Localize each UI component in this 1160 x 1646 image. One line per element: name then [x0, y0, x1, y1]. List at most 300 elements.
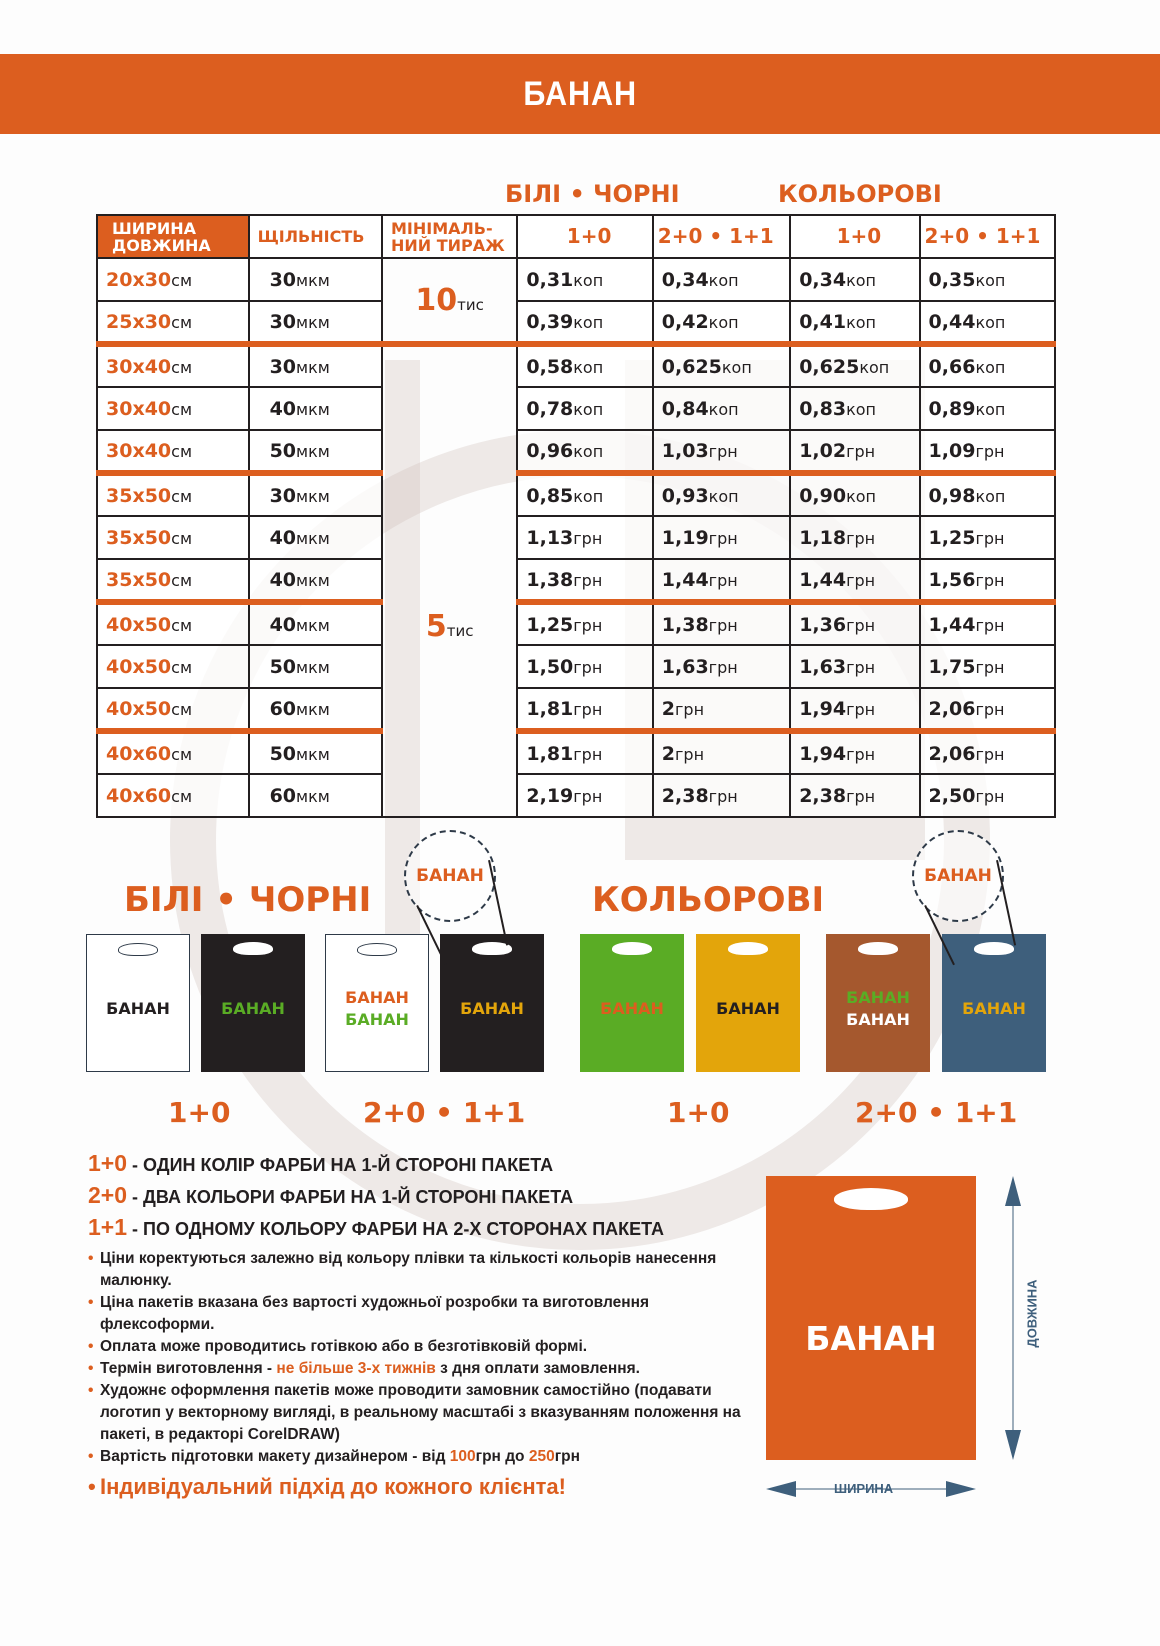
size-cell	[97, 473, 249, 516]
size-value: 20x30	[106, 268, 172, 291]
size-unit: см	[171, 786, 193, 806]
price-value: 2,50	[928, 784, 976, 807]
price-cell	[517, 559, 652, 602]
price-unit: коп	[708, 399, 739, 419]
min-run-cell	[382, 344, 517, 817]
legend-item	[88, 1214, 664, 1241]
price-unit: коп	[975, 399, 1006, 419]
density-value: 40	[269, 526, 297, 549]
size-unit: см	[171, 357, 193, 377]
size-cell	[97, 387, 249, 430]
price-cell	[517, 387, 652, 430]
price-unit: грн	[573, 570, 603, 590]
price-unit: грн	[975, 528, 1005, 548]
price-value: 1,03	[661, 439, 709, 462]
sample-bag	[440, 934, 544, 1072]
note-item: • Оплата може проводитись готівкою або в безготівковій формі.	[88, 1338, 588, 1355]
price-value: 0,34	[799, 268, 847, 291]
bag-print-line: БАНАН	[460, 999, 524, 1018]
size-unit: см	[171, 699, 193, 719]
density-value: 30	[269, 310, 297, 333]
sample-bag	[580, 934, 684, 1072]
price-cell	[517, 688, 652, 731]
price-value: 1,50	[526, 655, 574, 678]
size-value: 40x60	[106, 784, 172, 807]
price-unit: грн	[846, 657, 876, 677]
price-cell	[653, 430, 790, 473]
note-item: • Ціни коректуються залежно від кольору плівки та кількості кольорів нанесення малюнку.	[88, 1250, 717, 1289]
bag-print	[345, 987, 409, 1031]
size-value: 30x40	[106, 397, 172, 420]
price-value: 0,96	[526, 439, 574, 462]
price-value: 1,81	[526, 742, 574, 765]
price-unit: грн	[846, 699, 876, 719]
density-cell	[249, 774, 382, 817]
price-value: 1,02	[799, 439, 847, 462]
price-cell	[517, 344, 652, 387]
price-cell	[790, 473, 919, 516]
size-value: 35x50	[106, 568, 172, 591]
bag-handle	[834, 1188, 908, 1210]
min-run-cell	[382, 258, 517, 344]
size-value: 40x50	[106, 613, 172, 636]
price-cell	[920, 516, 1055, 559]
density-cell	[249, 602, 382, 645]
price-unit: коп	[573, 312, 604, 332]
price-value: 1,56	[928, 568, 976, 591]
note-item: • Вартість підготовки макету дизайнером - від 100грн до 250грн	[88, 1448, 581, 1465]
price-table	[96, 214, 1056, 818]
bag-print	[962, 998, 1026, 1020]
bag-print	[846, 987, 910, 1031]
price-unit: грн	[846, 441, 876, 461]
legend-code: 1+1	[88, 1214, 128, 1240]
size-value: 35x50	[106, 484, 172, 507]
size-value: 40x50	[106, 697, 172, 720]
size-unit: см	[171, 441, 193, 461]
price-cell	[517, 473, 652, 516]
table-row	[97, 258, 1055, 301]
density-cell	[249, 688, 382, 731]
min-run-value: 10	[415, 282, 458, 318]
size-cell	[97, 774, 249, 817]
price-cell	[517, 602, 652, 645]
size-cell	[97, 344, 249, 387]
price-value: 0,31	[526, 268, 574, 291]
dimension-bag	[766, 1176, 976, 1460]
density-value: 50	[269, 439, 297, 462]
price-cell	[517, 774, 652, 817]
price-unit: коп	[573, 486, 604, 506]
price-cell	[653, 774, 790, 817]
note-text: Термін виготовлення -	[100, 1360, 277, 1377]
density-value: 60	[269, 697, 297, 720]
density-value: 30	[269, 268, 297, 291]
note-text: грн до	[475, 1448, 529, 1465]
size-cell	[97, 645, 249, 688]
pointer-line	[997, 860, 1017, 945]
density-cell	[249, 559, 382, 602]
price-cell	[920, 473, 1055, 516]
bag-print	[460, 998, 524, 1020]
price-unit: коп	[846, 270, 877, 290]
price-value: 2,19	[526, 784, 574, 807]
bag-print-line: БАНАН	[345, 1010, 409, 1029]
note-item: • Термін виготовлення - не більше 3-х тижнів з дня оплати замовлення.	[88, 1360, 640, 1377]
legend-text: - ДВА КОЛЬОРИ ФАРБИ НА 1-Й СТОРОНІ ПАКЕТА	[127, 1187, 574, 1207]
size-unit: см	[171, 615, 193, 635]
length-label: ДОВЖИНА	[1024, 1279, 1040, 1348]
density-unit: мкм	[296, 699, 330, 719]
price-unit: грн	[573, 744, 603, 764]
price-value: 0,98	[928, 484, 976, 507]
table-header-row	[97, 215, 1055, 258]
price-value: 0,78	[526, 397, 574, 420]
size-unit: см	[171, 399, 193, 419]
width-dimension-arrow	[766, 1478, 976, 1500]
density-unit: мкм	[296, 486, 330, 506]
size-unit: см	[171, 744, 193, 764]
price-value: 2	[661, 697, 676, 720]
price-to: 250	[528, 1448, 555, 1465]
price-value: 0,66	[928, 355, 976, 378]
note-text: грн	[554, 1448, 581, 1465]
density-cell	[249, 473, 382, 516]
min-run-unit: тис	[457, 295, 484, 314]
price-cell	[653, 301, 790, 344]
price-cell	[790, 516, 919, 559]
bag-print-line: БАНАН	[962, 999, 1026, 1018]
legend-item	[88, 1182, 573, 1209]
price-cell	[517, 731, 652, 774]
price-cell	[790, 344, 919, 387]
density-unit: мкм	[296, 615, 330, 635]
note-text: Вартість підготовки макету дизайнером - від	[100, 1448, 450, 1465]
price-cell	[653, 473, 790, 516]
price-unit: коп	[708, 270, 739, 290]
price-cell	[920, 387, 1055, 430]
price-unit: коп	[859, 357, 890, 377]
sample-bag	[325, 934, 429, 1072]
density-value: 40	[269, 568, 297, 591]
price-unit: грн	[708, 528, 738, 548]
price-unit: грн	[975, 744, 1005, 764]
table-row	[97, 602, 1055, 645]
samples-title-white-black: БІЛІ • ЧОРНІ	[124, 880, 372, 920]
density-cell	[249, 344, 382, 387]
price-cell	[790, 430, 919, 473]
price-unit: коп	[573, 399, 604, 419]
sample-bag	[86, 934, 190, 1072]
price-cell	[517, 645, 652, 688]
header-density: ЩІЛЬНІСТЬ	[249, 215, 382, 258]
price-cell	[790, 559, 919, 602]
price-unit: коп	[721, 357, 752, 377]
bag-print-line: БАНАН	[846, 988, 910, 1007]
density-unit: мкм	[296, 570, 330, 590]
density-cell	[249, 731, 382, 774]
price-unit: коп	[573, 270, 604, 290]
price-unit: грн	[573, 699, 603, 719]
size-value: 40x60	[106, 742, 172, 765]
density-unit: мкм	[296, 528, 330, 548]
bag-handle	[612, 942, 652, 955]
price-cell	[920, 774, 1055, 817]
note-item-highlight: • Індивідуальний підхід до кожного клієнта!	[88, 1474, 566, 1499]
price-cell	[790, 731, 919, 774]
price-unit: коп	[975, 357, 1006, 377]
price-unit: коп	[975, 312, 1006, 332]
price-value: 2	[661, 742, 676, 765]
page-title: БАНАН	[523, 74, 637, 113]
price-cell	[920, 731, 1055, 774]
price-value: 0,34	[661, 268, 709, 291]
price-unit: грн	[573, 786, 603, 806]
price-unit: коп	[846, 486, 877, 506]
min-run-unit: тис	[446, 622, 474, 640]
price-unit: коп	[846, 399, 877, 419]
price-cell	[790, 774, 919, 817]
header-min-run: МІНІМАЛЬ-НИЙ ТИРАЖ	[382, 215, 517, 258]
price-value: 1,75	[928, 655, 976, 678]
price-cell	[653, 387, 790, 430]
price-value: 1,25	[928, 526, 976, 549]
price-cell	[517, 516, 652, 559]
price-value: 0,44	[928, 310, 976, 333]
price-unit: грн	[975, 441, 1005, 461]
size-value: 30x40	[106, 439, 172, 462]
price-cell	[790, 387, 919, 430]
legend-code: 2+0	[88, 1182, 128, 1208]
note-item: • Художнє оформлення пакетів може проводити замовник самостійно (подавати логотип у векторному вигляді, в реальному масштабі з вказуванням положення на пакеті, в редакторі CorelDRAW)	[88, 1382, 741, 1443]
price-value: 0,89	[928, 397, 976, 420]
price-value: 1,25	[526, 613, 574, 636]
price-unit: коп	[975, 270, 1006, 290]
price-unit: грн	[708, 786, 738, 806]
price-cell	[920, 688, 1055, 731]
bag-handle	[233, 942, 273, 955]
price-unit: грн	[846, 570, 876, 590]
size-cell	[97, 602, 249, 645]
table-row	[97, 731, 1055, 774]
price-value: 1,38	[526, 568, 574, 591]
note-item: • Ціна пакетів вказана без вартості художньої розробки та виготовлення флексоформи.	[88, 1294, 650, 1333]
combo-label: 2+0 • 1+1	[363, 1096, 526, 1129]
price-cell	[790, 301, 919, 344]
price-cell	[653, 602, 790, 645]
note-text: з дня оплати замовлення.	[435, 1360, 640, 1377]
header-banner	[0, 54, 1160, 134]
density-cell	[249, 258, 382, 301]
price-cell	[653, 516, 790, 559]
price-value: 0,625	[799, 355, 860, 378]
price-cell	[920, 645, 1055, 688]
price-value: 1,09	[928, 439, 976, 462]
note-text: Ціни коректуються залежно від кольору плівки та кількості кольорів нанесення малюнку.	[100, 1250, 717, 1289]
size-unit: см	[171, 528, 193, 548]
table-row	[97, 774, 1055, 817]
price-unit: грн	[975, 699, 1005, 719]
price-value: 0,85	[526, 484, 574, 507]
price-cell	[517, 301, 652, 344]
price-unit: грн	[975, 570, 1005, 590]
notes-list	[88, 1248, 748, 1502]
note-text: Оплата може проводитись готівкою або в безготівковій формі.	[100, 1338, 588, 1355]
size-unit: см	[171, 312, 193, 332]
density-value: 30	[269, 484, 297, 507]
price-unit: коп	[846, 312, 877, 332]
density-unit: мкм	[296, 657, 330, 677]
price-value: 1,18	[799, 526, 847, 549]
header-size: ШИРИНА ДОВЖИНА	[97, 215, 249, 258]
price-cell	[920, 344, 1055, 387]
density-cell	[249, 301, 382, 344]
price-value: 1,44	[661, 568, 709, 591]
legend-item	[88, 1150, 553, 1177]
price-unit: грн	[975, 657, 1005, 677]
table-row	[97, 301, 1055, 344]
price-value: 0,41	[799, 310, 847, 333]
density-unit: мкм	[296, 399, 330, 419]
price-value: 1,19	[661, 526, 709, 549]
header-wb-2-0: 2+0 • 1+1	[653, 215, 790, 258]
price-value: 1,81	[526, 697, 574, 720]
header-col-2-0: 2+0 • 1+1	[920, 215, 1055, 258]
size-cell	[97, 430, 249, 473]
price-value: 1,44	[799, 568, 847, 591]
size-unit: см	[171, 270, 193, 290]
table-row	[97, 645, 1055, 688]
density-value: 60	[269, 784, 297, 807]
density-unit: мкм	[296, 786, 330, 806]
bag-print-line: БАНАН	[600, 999, 664, 1018]
price-cell	[653, 559, 790, 602]
price-unit: коп	[573, 357, 604, 377]
group-title-white-black: БІЛІ • ЧОРНІ	[505, 180, 680, 208]
price-value: 2,38	[661, 784, 709, 807]
table-row	[97, 559, 1055, 602]
price-unit: грн	[573, 657, 603, 677]
price-cell	[920, 430, 1055, 473]
density-cell	[249, 516, 382, 559]
table-row	[97, 688, 1055, 731]
price-unit: грн	[708, 570, 738, 590]
size-value: 40x50	[106, 655, 172, 678]
bag-print-line: БАНАН	[716, 999, 780, 1018]
bag-handle	[858, 942, 898, 955]
price-value: 0,93	[661, 484, 709, 507]
bag-print-line: БАНАН	[106, 999, 170, 1018]
price-unit: грн	[708, 657, 738, 677]
density-unit: мкм	[296, 312, 330, 332]
legend-code: 1+0	[88, 1150, 128, 1176]
table-row	[97, 387, 1055, 430]
bag-print-text: БАНАН	[805, 1318, 937, 1358]
size-cell	[97, 301, 249, 344]
price-value: 0,90	[799, 484, 847, 507]
price-value: 0,83	[799, 397, 847, 420]
price-cell	[790, 258, 919, 301]
price-cell	[653, 645, 790, 688]
size-cell	[97, 559, 249, 602]
price-cell	[920, 258, 1055, 301]
size-unit: см	[171, 657, 193, 677]
price-value: 0,35	[928, 268, 976, 291]
bag-handle	[974, 942, 1014, 955]
price-unit: грн	[573, 615, 603, 635]
header-col-1-0: 1+0	[790, 215, 919, 258]
density-value: 40	[269, 613, 297, 636]
note-text: Ціна пакетів вказана без вартості художньої розробки та виготовлення флексоформи.	[100, 1294, 650, 1333]
size-cell	[97, 731, 249, 774]
size-cell	[97, 258, 249, 301]
price-cell	[790, 602, 919, 645]
sample-bag	[826, 934, 930, 1072]
price-cell	[653, 731, 790, 774]
price-from: 100	[449, 1448, 476, 1465]
price-unit: грн	[708, 615, 738, 635]
bag-print-line: БАНАН	[221, 999, 285, 1018]
size-value: 30x40	[106, 355, 172, 378]
price-unit: грн	[573, 528, 603, 548]
header-wb-1-0: 1+0	[517, 215, 652, 258]
density-unit: мкм	[296, 441, 330, 461]
price-value: 0,42	[661, 310, 709, 333]
density-value: 30	[269, 355, 297, 378]
price-value: 1,94	[799, 742, 847, 765]
group-title-colored: КОЛЬОРОВІ	[778, 180, 942, 208]
samples-title-colored: КОЛЬОРОВІ	[592, 880, 825, 920]
price-value: 1,38	[661, 613, 709, 636]
sample-bag	[696, 934, 800, 1072]
bag-handle	[728, 942, 768, 955]
price-cell	[517, 430, 652, 473]
density-unit: мкм	[296, 270, 330, 290]
bag-print	[716, 998, 780, 1020]
bag-handle	[357, 943, 397, 956]
size-unit: см	[171, 570, 193, 590]
price-unit: коп	[708, 312, 739, 332]
density-unit: мкм	[296, 744, 330, 764]
table-row	[97, 344, 1055, 387]
price-unit: грн	[846, 528, 876, 548]
size-unit: см	[171, 486, 193, 506]
note-text: Художнє оформлення пакетів може проводити замовник самостійно (подавати логотип у векторному вигляді, в реальному масштабі з вказуванням положення на пакеті, в редакторі CorelDRAW)	[100, 1382, 741, 1443]
price-value: 1,63	[661, 655, 709, 678]
price-unit: грн	[846, 786, 876, 806]
price-cell	[920, 301, 1055, 344]
price-unit: грн	[675, 699, 705, 719]
size-cell	[97, 516, 249, 559]
price-value: 0,84	[661, 397, 709, 420]
price-unit: коп	[573, 441, 604, 461]
table-row	[97, 430, 1055, 473]
price-unit: коп	[975, 486, 1006, 506]
price-value: 2,06	[928, 697, 976, 720]
density-value: 50	[269, 742, 297, 765]
length-dimension-arrow	[1002, 1176, 1024, 1460]
price-cell	[790, 645, 919, 688]
table-row	[97, 473, 1055, 516]
combo-label: 1+0	[667, 1096, 730, 1129]
density-cell	[249, 430, 382, 473]
price-value: 1,13	[526, 526, 574, 549]
price-unit: грн	[975, 615, 1005, 635]
combo-label: 1+0	[168, 1096, 231, 1129]
price-value: 0,39	[526, 310, 574, 333]
table-row	[97, 516, 1055, 559]
bag-print-line: БАНАН	[345, 988, 409, 1007]
